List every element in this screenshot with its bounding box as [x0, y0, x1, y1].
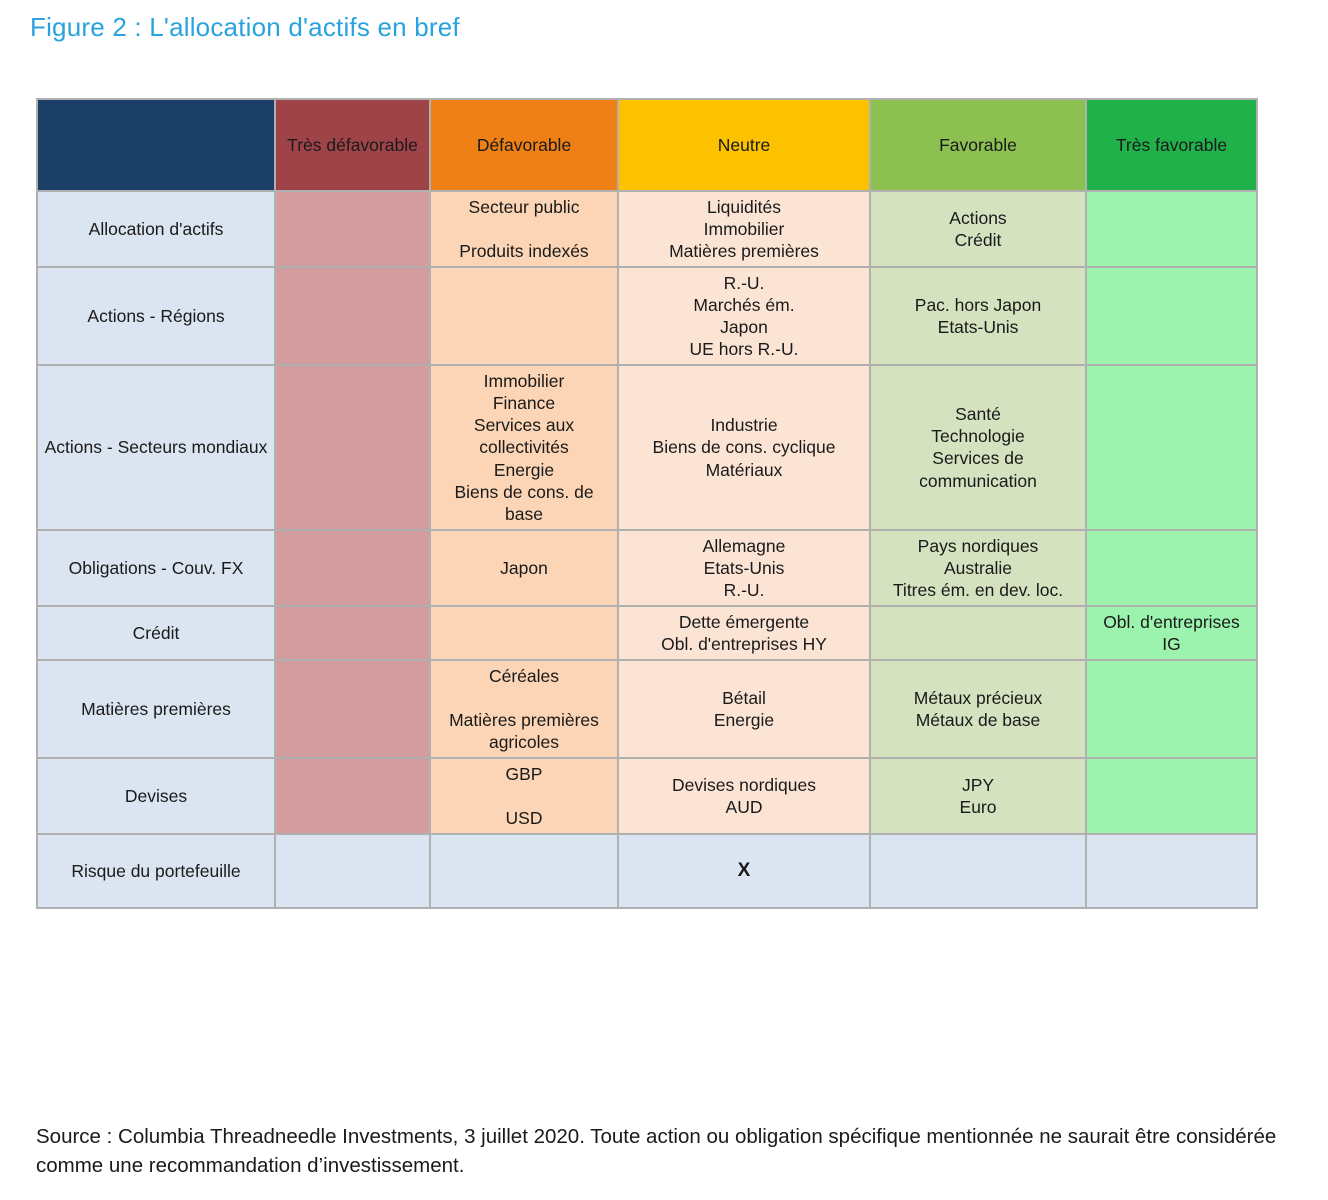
- cell-neutral: [618, 606, 870, 660]
- cell-line: Dette émergente: [678, 611, 810, 632]
- cell-line: JPY: [961, 775, 995, 796]
- cell-unfavourable: [430, 606, 618, 660]
- header-very-unfavourable: Très défavorable: [275, 99, 430, 191]
- cell-favourable: [870, 834, 1086, 908]
- cell-line: Santé: [955, 404, 1001, 425]
- table-header-row: [37, 99, 1257, 191]
- cell-line: Etats-Unis: [937, 317, 1019, 338]
- cell-neutral: [618, 530, 870, 606]
- cell-line: Crédit: [954, 230, 1002, 251]
- cell-favourable: [870, 660, 1086, 758]
- cell-favourable: [870, 365, 1086, 529]
- cell-very-favourable: [1086, 834, 1257, 908]
- cell-line: Finance: [492, 393, 556, 414]
- header-favourable: Favorable: [870, 99, 1086, 191]
- cell-line: Secteur public: [468, 197, 580, 217]
- cell-content: [625, 859, 863, 883]
- table-row: [37, 758, 1257, 834]
- cell-very-favourable: [1086, 365, 1257, 529]
- cell-unfavourable: [430, 834, 618, 908]
- cell-line: Energie: [713, 709, 775, 730]
- cell-very-unfavourable: [275, 365, 430, 529]
- cell-neutral: [618, 758, 870, 834]
- cell-content: [437, 557, 611, 579]
- cell-neutral: [618, 834, 870, 908]
- cell-favourable: [870, 606, 1086, 660]
- cell-line: Industrie: [710, 415, 778, 436]
- table-row: [37, 267, 1257, 365]
- table-header: [37, 99, 1257, 191]
- cell-unfavourable: [430, 191, 618, 267]
- cell-favourable: [870, 530, 1086, 606]
- cell-content: [625, 687, 863, 731]
- table-row: [37, 191, 1257, 267]
- cell-content: [877, 207, 1079, 251]
- cell-very-unfavourable: [275, 530, 430, 606]
- cell-neutral: [618, 365, 870, 529]
- asset-allocation-table: [36, 98, 1258, 909]
- row-label: Matières premières: [37, 660, 275, 758]
- cell-line: GBP: [505, 764, 543, 785]
- cell-spacer: [437, 218, 611, 240]
- header-neutral: Neutre: [618, 99, 870, 191]
- cell-content: [877, 403, 1079, 491]
- cell-spacer: [437, 687, 611, 709]
- cell-very-unfavourable: [275, 606, 430, 660]
- row-label: Allocation d'actifs: [37, 191, 275, 267]
- cell-unfavourable: [430, 530, 618, 606]
- cell-favourable: [870, 758, 1086, 834]
- cell-line: Matériaux: [705, 459, 783, 480]
- cell-line: Euro: [959, 797, 997, 818]
- cell-line: Devises nordiques: [672, 775, 816, 796]
- cell-favourable: [870, 267, 1086, 365]
- row-label: Devises: [37, 758, 275, 834]
- cell-line: Obl. d'entreprises IG: [1103, 611, 1240, 654]
- cell-unfavourable: [430, 365, 618, 529]
- cell-line: Immobilier: [483, 371, 565, 392]
- cell-content: [1093, 611, 1250, 655]
- cell-very-favourable: [1086, 758, 1257, 834]
- cell-very-unfavourable: [275, 191, 430, 267]
- cell-line: Technologie: [931, 426, 1025, 447]
- table-row: [37, 530, 1257, 606]
- cell-line: Energie: [493, 459, 555, 480]
- header-corner: [37, 99, 275, 191]
- cell-very-unfavourable: [275, 758, 430, 834]
- row-label: Actions - Régions: [37, 267, 275, 365]
- cell-content: [625, 535, 863, 601]
- cell-line: R.-U.: [723, 579, 765, 600]
- cell-line: UE hors R.-U.: [689, 339, 799, 360]
- cell-line: AUD: [725, 797, 763, 818]
- cell-spacer: [437, 785, 611, 807]
- cell-line: Biens de cons. cyclique: [652, 437, 836, 458]
- cell-content: [437, 763, 611, 829]
- header-unfavourable: Défavorable: [430, 99, 618, 191]
- cell-neutral: [618, 267, 870, 365]
- table-row: [37, 660, 1257, 758]
- cell-line: Services aux collectivités: [473, 415, 575, 458]
- cell-content: [437, 370, 611, 524]
- cell-unfavourable: [430, 660, 618, 758]
- cell-unfavourable: [430, 267, 618, 365]
- table-row: [37, 834, 1257, 908]
- asset-allocation-table-container: [36, 98, 1256, 909]
- cell-line: Céréales: [488, 665, 560, 686]
- cell-line: USD: [505, 808, 543, 829]
- cell-content: [437, 196, 611, 262]
- cell-line: Bétail: [722, 687, 766, 708]
- cell-very-unfavourable: [275, 267, 430, 365]
- cell-line: Australie: [943, 557, 1013, 578]
- cell-line: Pays nordiques: [917, 535, 1039, 556]
- cell-line: Produits indexés: [459, 241, 589, 262]
- cell-line: Matières premières agricoles: [449, 709, 599, 753]
- cell-line: Titres ém. en dev. loc.: [892, 579, 1064, 600]
- cell-content: [877, 774, 1079, 818]
- cell-content: [625, 774, 863, 818]
- cell-neutral: [618, 660, 870, 758]
- cell-favourable: [870, 191, 1086, 267]
- cell-very-favourable: [1086, 660, 1257, 758]
- cell-line: X: [737, 860, 751, 882]
- cell-content: [625, 414, 863, 480]
- cell-content: [437, 665, 611, 753]
- cell-line: Liquidités: [707, 197, 781, 217]
- cell-content: [877, 294, 1079, 338]
- figure-title: Figure 2 : L'allocation d'actifs en bref: [30, 12, 460, 42]
- cell-unfavourable: [430, 758, 618, 834]
- table-row: [37, 606, 1257, 660]
- cell-line: Japon: [500, 557, 548, 578]
- cell-very-favourable: [1086, 530, 1257, 606]
- cell-content: [625, 272, 863, 360]
- cell-content: [625, 196, 863, 262]
- table-row: [37, 365, 1257, 529]
- cell-line: Services de communication: [919, 448, 1037, 491]
- cell-very-unfavourable: [275, 834, 430, 908]
- cell-line: Obl. d'entreprises HY: [661, 633, 827, 654]
- cell-line: Etats-Unis: [703, 557, 785, 578]
- cell-line: Actions: [949, 208, 1007, 229]
- cell-line: Biens de cons. de base: [454, 481, 594, 524]
- row-label: Risque du portefeuille: [37, 834, 275, 908]
- cell-line: R.-U.: [723, 273, 765, 294]
- cell-very-favourable: [1086, 267, 1257, 365]
- cell-content: [877, 535, 1079, 601]
- cell-line: Métaux précieux: [913, 687, 1043, 708]
- cell-line: Métaux de base: [915, 709, 1041, 730]
- source-note: Source : Columbia Threadneedle Investments, 3 juillet 2020. Toute action ou obligation spécifique mentionnée ne saurait être considérée comme une recommandation d’investissement.: [36, 1125, 1277, 1178]
- cell-very-unfavourable: [275, 660, 430, 758]
- cell-content: [625, 611, 863, 655]
- header-very-favourable: Très favorable: [1086, 99, 1257, 191]
- cell-line: Pac. hors Japon: [914, 295, 1042, 316]
- cell-line: Immobilier: [703, 219, 785, 240]
- table-body: [37, 191, 1257, 908]
- cell-neutral: [618, 191, 870, 267]
- cell-content: [877, 687, 1079, 731]
- cell-line: Allemagne: [702, 535, 786, 556]
- cell-very-favourable: [1086, 191, 1257, 267]
- cell-very-favourable: [1086, 606, 1257, 660]
- row-label: Crédit: [37, 606, 275, 660]
- cell-line: Matières premières: [669, 241, 819, 262]
- cell-line: Marchés ém.: [693, 295, 795, 316]
- row-label: Actions - Secteurs mondiaux: [37, 365, 275, 529]
- row-label: Obligations - Couv. FX: [37, 530, 275, 606]
- cell-line: Japon: [720, 317, 768, 338]
